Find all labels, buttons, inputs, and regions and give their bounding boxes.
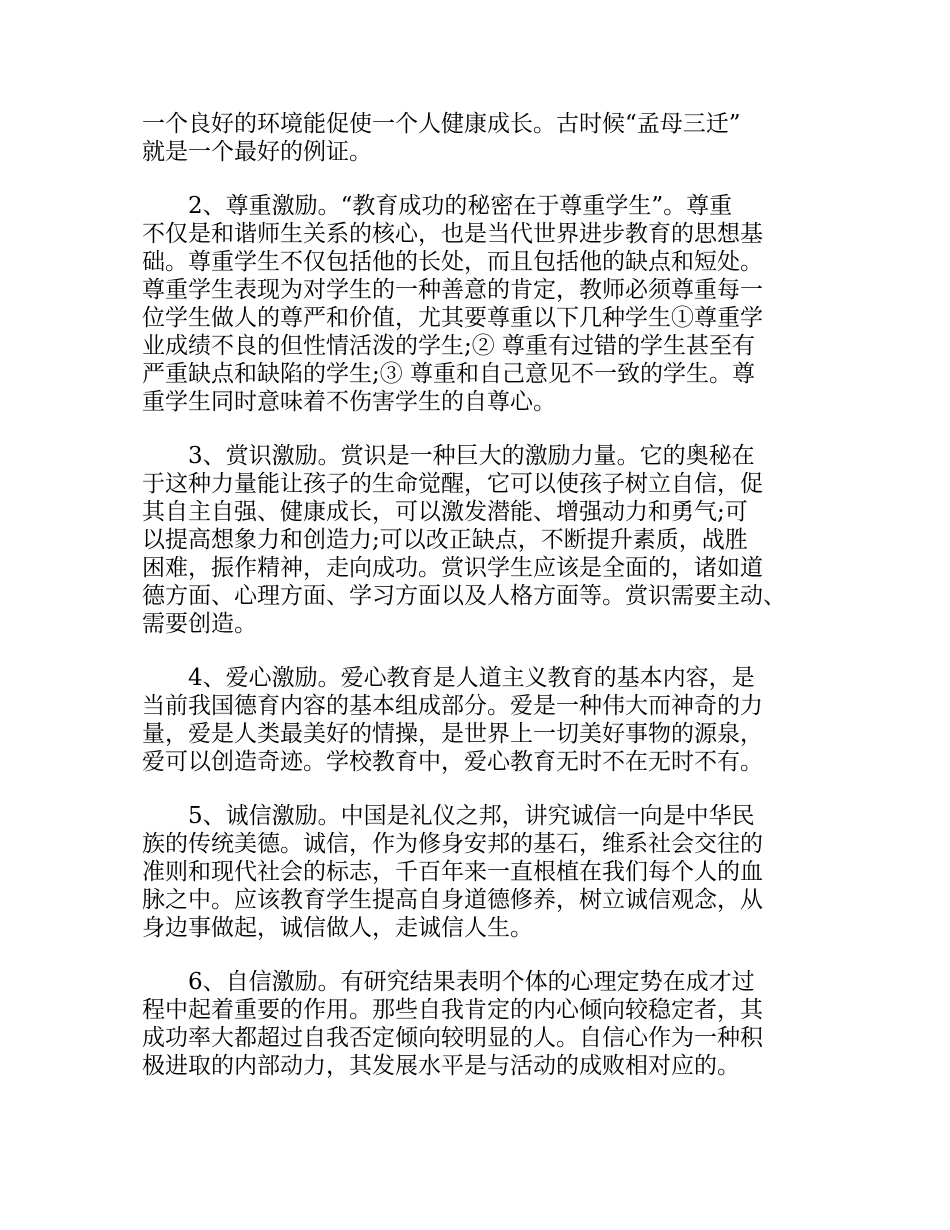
text-line: 德方面、心理方面、学习方面以及人格方面等。赏识需要主动、 — [142, 583, 786, 609]
text-line: 于这种力量能让孩子的生命觉醒，它可以使孩子树立自信，促 — [142, 471, 763, 497]
text-line: 程中起着重要的作用。那些自我肯定的内心倾向较稳定者，其 — [142, 997, 763, 1023]
text-line: 极进取的内部动力，其发展水平是与活动的成败相对应的。 — [142, 1053, 740, 1079]
text-line: 业成绩不良的但性情活泼的学生;② 尊重有过错的学生甚至有 — [142, 333, 756, 359]
paragraph-respect-motivation — [142, 192, 832, 416]
paragraph-integrity-motivation — [142, 802, 832, 942]
text-line: 族的传统美德。诚信，作为修身安邦的基石，维系社会交往的 — [142, 831, 763, 857]
text-line: 需要创造。 — [142, 611, 257, 637]
text-line: 严重缺点和缺陷的学生;③ 尊重和自己意见不一致的学生。尊 — [142, 361, 756, 387]
text-line: 2、尊重激励。“教育成功的秘密在于尊重学生”。尊重 — [188, 193, 733, 219]
text-line: 量，爱是人类最美好的情操，是世界上一切美好事物的源泉， — [142, 721, 763, 747]
text-line: 重学生同时意味着不伤害学生的自尊心。 — [142, 389, 556, 415]
paragraph-love-motivation — [142, 664, 832, 776]
text-line: 以提高想象力和创造力;可以改正缺点，不断提升素质，战胜 — [142, 527, 748, 553]
text-line: 脉之中。应该教育学生提高自身道德修养，树立诚信观念，从 — [142, 887, 763, 913]
paragraph-appreciation-motivation — [142, 442, 832, 638]
text-line: 5、诚信激励。中国是礼仪之邦，讲究诚信一向是中华民 — [188, 803, 755, 829]
text-line: 其自主自强、健康成长，可以激发潜能、增强动力和勇气;可 — [142, 499, 748, 525]
text-line: 就是一个最好的例证。 — [142, 139, 372, 165]
document-body — [142, 110, 832, 1106]
paragraph-confidence-motivation — [142, 968, 832, 1080]
text-line: 不仅是和谐师生关系的核心，也是当代世界进步教育的思想基 — [142, 221, 763, 247]
text-line: 成功率大都超过自我否定倾向较明显的人。自信心作为一种积 — [142, 1025, 763, 1051]
text-line: 准则和现代社会的标志，千百年来一直根植在我们每个人的血 — [142, 859, 763, 885]
text-line: 当前我国德育内容的基本组成部分。爱是一种伟大而神奇的力 — [142, 693, 763, 719]
text-line: 身边事做起，诚信做人，走诚信人生。 — [142, 915, 533, 941]
text-line: 3、赏识激励。赏识是一种巨大的激励力量。它的奥秘在 — [188, 443, 755, 469]
text-line: 位学生做人的尊严和价值，尤其要尊重以下几种学生①尊重学 — [142, 305, 763, 331]
text-line: 困难，振作精神，走向成功。赏识学生应该是全面的，诸如道 — [142, 555, 763, 581]
text-line: 6、自信激励。有研究结果表明个体的心理定势在成才过 — [188, 969, 755, 995]
paragraph-intro — [142, 110, 832, 166]
text-line: 础。尊重学生不仅包括他的长处，而且包括他的缺点和短处。 — [142, 249, 763, 275]
text-line: 4、爱心激励。爱心教育是人道主义教育的基本内容，是 — [188, 665, 755, 691]
text-line: 尊重学生表现为对学生的一种善意的肯定，教师必须尊重每一 — [142, 277, 763, 303]
text-line: 一个良好的环境能促使一个人健康成长。古时候“孟母三迁” — [142, 111, 741, 137]
text-line: 爱可以创造奇迹。学校教育中，爱心教育无时不在无时不有。 — [142, 749, 763, 775]
